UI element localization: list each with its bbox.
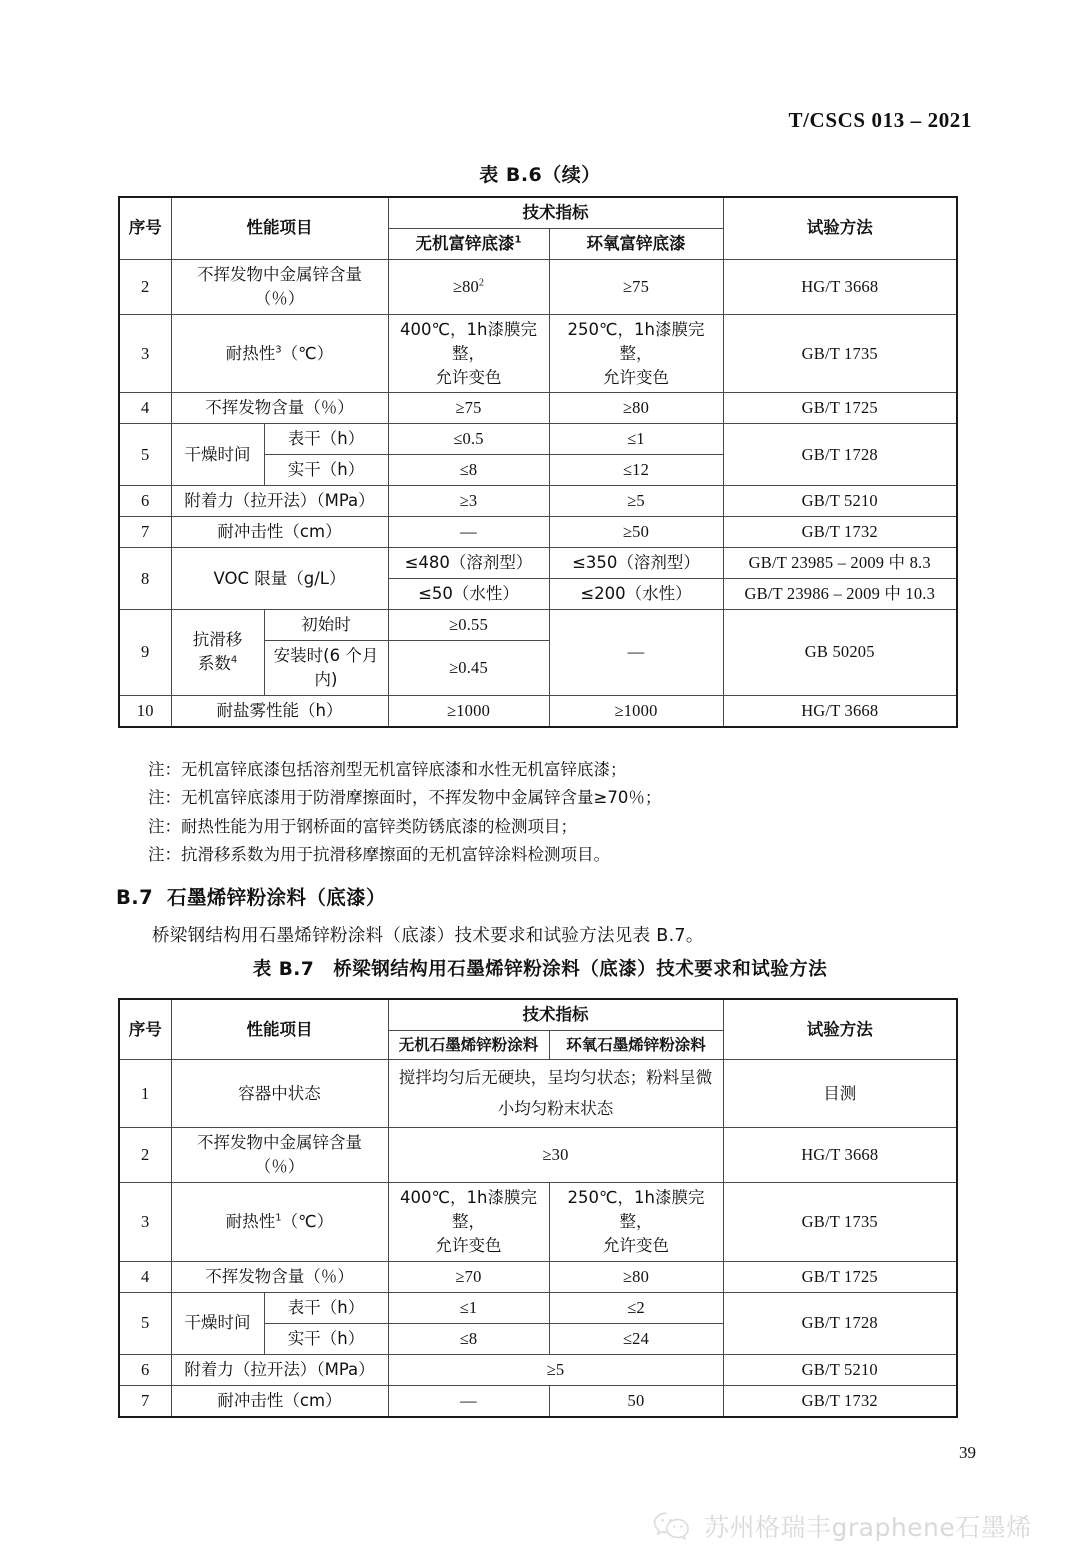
cell-item-line2: （％） [254,288,305,308]
header-cell-item: 性能项目 [171,999,388,1060]
cell-item: 附着力（拉开法）（MPa） [171,1354,388,1385]
cell-row-no: 3 [119,314,171,393]
table-b7-caption: 表 B.7 桥梁钢结构用石墨烯锌粉涂料（底漆）技术要求和试验方法 [252,959,828,980]
cell-value-a: ≥0.45 [388,640,549,695]
cell-row-no: 9 [119,609,171,695]
cell-row-no: 2 [119,259,171,314]
watermark [652,1508,1032,1544]
footnote-marker: 1 [275,1212,282,1224]
cell-test-method: HG/T 3668 [723,259,957,314]
cell-value-span: ≥30 [388,1128,723,1183]
cell-item: 附着力（拉开法）（MPa） [171,486,388,517]
cell-item [171,609,264,695]
table-b7 [118,998,958,1418]
table-b6-caption: 表 B.6（续） [479,164,601,186]
cell-item: VOC 限量（g/L） [171,548,388,610]
table-row-header [119,197,957,228]
cell-subitem: 实干（h） [264,1323,388,1354]
header-cell-no: 序号 [119,999,171,1060]
cell-value-b-line2: 允许变色 [603,367,669,387]
note-text: 注：无机富锌底漆包括溶剂型无机富锌底漆和水性无机富锌底漆； [148,760,627,779]
watermark-text: 苏州格瑞丰graphene石墨烯 [704,1513,1032,1542]
note-text: 注：抗滑移系数为用于抗滑移摩擦面的无机富锌涂料检测项目。 [148,845,610,865]
cell-item-text: 耐热性 [225,343,276,363]
cell-item: 不挥发物含量（％） [171,1262,388,1293]
table-row [119,1292,957,1323]
cell-item: 干燥时间 [171,1292,264,1354]
cell-value-a: ≤8 [388,1323,549,1354]
cell-row-no: 4 [119,393,171,424]
cell-value-a-line2: 允许变色 [435,1236,502,1256]
table-row [119,424,957,455]
cell-value-b-line1: 250℃，1h漆膜完整， [567,1188,705,1232]
cell-subitem: 表干（h） [264,424,388,455]
cell-value-b: ≤2 [549,1292,723,1323]
clause-b7-paragraph: 桥梁钢结构用石墨烯锌粉涂料（底漆）技术要求和试验方法见表 B.7。 [152,926,704,946]
cell-value-b: ≤350（溶剂型） [549,548,723,579]
cell-test-method: GB/T 5210 [723,486,957,517]
header-cell-test-method: 试验方法 [723,197,957,259]
note-text: 注：无机富锌底漆用于防滑摩擦面时，不挥发物中金属锌含量≥70％； [148,788,662,808]
cell-item-line2: 系数 [197,654,231,674]
header-cell-item: 性能项目 [171,197,388,259]
cell-test-method: GB/T 1735 [723,1183,957,1262]
cell-item-line1: 不挥发物中金属锌含量 [197,264,362,284]
clause-title: 石墨烯锌粉涂料（底漆） [167,886,386,909]
cell-subitem: 初始时 [264,609,388,640]
cell-test-method: GB/T 1725 [723,393,957,424]
cell-value-b: ≥1000 [549,695,723,726]
cell-item-line1: 抗滑移 [192,630,243,650]
clause-number: B.7 [116,886,154,909]
cell-value-b: ≥50 [549,517,723,548]
note-item [148,841,948,869]
cell-test-method: GB/T 1725 [723,1262,957,1293]
cell-row-no: 1 [119,1060,171,1128]
cell-test-method: GB/T 1728 [723,1292,957,1354]
cell-value-b: ≥5 [549,486,723,517]
cell-item [171,259,388,314]
cell-value-a [388,1183,549,1262]
table-row [119,695,957,726]
table-row-header [119,999,957,1030]
page-number: 39 [959,1443,976,1462]
cell-test-method: HG/T 3668 [723,1128,957,1183]
table-row [119,1385,957,1416]
cell-subitem: 安装时(6 个月内) [264,640,388,695]
cell-value-a: — [388,517,549,548]
cell-value-b: ≤1 [549,424,723,455]
table-b6-notes [148,756,948,870]
cell-item: 容器中状态 [171,1060,388,1128]
note-item [148,784,948,812]
note-item [148,813,948,841]
cell-item [171,1183,388,1262]
table-row [119,1060,957,1128]
cell-value-b [549,314,723,393]
cell-value-a-line2: 允许变色 [435,367,502,387]
cell-item-line1: 不挥发物中金属锌含量 [197,1133,362,1153]
cell-test-method: GB/T 1728 [723,424,957,486]
wechat-icon [652,1510,692,1542]
cell-value-a-line1: 400℃，1h漆膜完整， [400,319,537,363]
cell-test-method: GB/T 1732 [723,517,957,548]
cell-value-a: ≥3 [388,486,549,517]
table-row [119,1354,957,1385]
cell-value-b: — [549,609,723,695]
cell-value-b: ≤12 [549,455,723,486]
cell-row-no: 7 [119,517,171,548]
cell-value-a: ≤50（水性） [388,578,549,609]
header-cell-tech-index: 技术指标 [388,999,723,1030]
cell-row-no: 5 [119,1292,171,1354]
cell-item-unit: （℃） [281,1212,334,1232]
cell-item [171,1128,388,1183]
cell-value-a-line1: 400℃，1h漆膜完整， [400,1188,537,1232]
cell-value-b: ≤200（水性） [549,578,723,609]
cell-row-no: 3 [119,1183,171,1262]
cell-value-span: ≥5 [388,1354,723,1385]
cell-value-a-text: ≥80 [452,276,479,296]
cell-subitem: 实干（h） [264,455,388,486]
cell-value-a: ≤0.5 [388,424,549,455]
cell-test-method: GB/T 5210 [723,1354,957,1385]
header-cell-no: 序号 [119,197,171,259]
cell-row-no: 2 [119,1128,171,1183]
cell-test-method: GB/T 23985 – 2009 中 8.3 [723,548,957,579]
cell-item: 耐冲击性（cm） [171,517,388,548]
cell-test-method: GB/T 1735 [723,314,957,393]
header-cell-col-a: 无机石墨烯锌粉涂料 [388,1030,549,1059]
cell-row-no: 8 [119,548,171,610]
cell-item-text: 耐热性 [225,1212,276,1232]
header-cell-col-b: 环氧石墨烯锌粉涂料 [549,1030,723,1059]
cell-value-span: 搅拌均匀后无硬块，呈均匀状态；粉料呈微小均匀粉末状态 [388,1060,723,1128]
cell-subitem: 表干（h） [264,1292,388,1323]
cell-item: 耐冲击性（cm） [171,1385,388,1416]
cell-value-a: ≤480（溶剂型） [388,548,549,579]
clause-b7-heading [116,882,386,910]
table-row [119,517,957,548]
cell-value-a: — [388,1385,549,1416]
footnote-marker: 3 [275,344,282,356]
cell-row-no: 10 [119,695,171,726]
cell-value-b: ≤24 [549,1323,723,1354]
cell-item: 不挥发物含量（％） [171,393,388,424]
cell-value-a: ≤1 [388,1292,549,1323]
footnote-marker: 2 [478,277,485,289]
cell-test-method: 目测 [723,1060,957,1128]
table-b6 [118,196,958,728]
table-row [119,486,957,517]
header-cell-col-a [388,228,549,259]
header-cell-tech-index: 技术指标 [388,197,723,228]
note-item [148,756,948,784]
cell-row-no: 6 [119,1354,171,1385]
cell-test-method: GB/T 1732 [723,1385,957,1416]
cell-value-b: ≥80 [549,393,723,424]
table-row [119,314,957,393]
cell-item: 干燥时间 [171,424,264,486]
cell-item [171,314,388,393]
table-row [119,393,957,424]
cell-value-a: ≥75 [388,393,549,424]
cell-value-a [388,314,549,393]
cell-item-unit: （℃） [281,343,334,363]
cell-row-no: 7 [119,1385,171,1416]
table-row [119,609,957,640]
cell-value-b: ≥80 [549,1262,723,1293]
cell-row-no: 5 [119,424,171,486]
table-row [119,1183,957,1262]
cell-value-a: ≥1000 [388,695,549,726]
footnote-marker: 1 [514,234,522,246]
cell-test-method: GB 50205 [723,609,957,695]
cell-row-no: 4 [119,1262,171,1293]
cell-value-a: ≤8 [388,455,549,486]
cell-value-b: 50 [549,1385,723,1416]
table-row [119,1128,957,1183]
header-cell-col-a-label: 无机富锌底漆 [415,233,515,253]
cell-value-b-line2: 允许变色 [603,1236,669,1256]
cell-item-line2: （％） [254,1157,305,1177]
table-row [119,1262,957,1293]
table-row [119,548,957,579]
cell-row-no: 6 [119,486,171,517]
note-text: 注：耐热性能为用于钢桥面的富锌类防锈底漆的检测项目； [148,816,577,836]
cell-value-b: ≥75 [549,259,723,314]
cell-value-a [388,259,549,314]
cell-test-method: HG/T 3668 [723,695,957,726]
header-cell-test-method: 试验方法 [723,999,957,1060]
cell-value-b [549,1183,723,1262]
footnote-marker: 4 [230,654,238,666]
table-row [119,259,957,314]
cell-item: 耐盐雾性能（h） [171,695,388,726]
document-standard-code: T/CSCS 013 – 2021 [788,108,972,132]
cell-value-a: ≥0.55 [388,609,549,640]
header-cell-col-b: 环氧富锌底漆 [549,228,723,259]
cell-value-a: ≥70 [388,1262,549,1293]
cell-test-method: GB/T 23986 – 2009 中 10.3 [723,578,957,609]
cell-value-b-line1: 250℃，1h漆膜完整， [567,319,705,363]
